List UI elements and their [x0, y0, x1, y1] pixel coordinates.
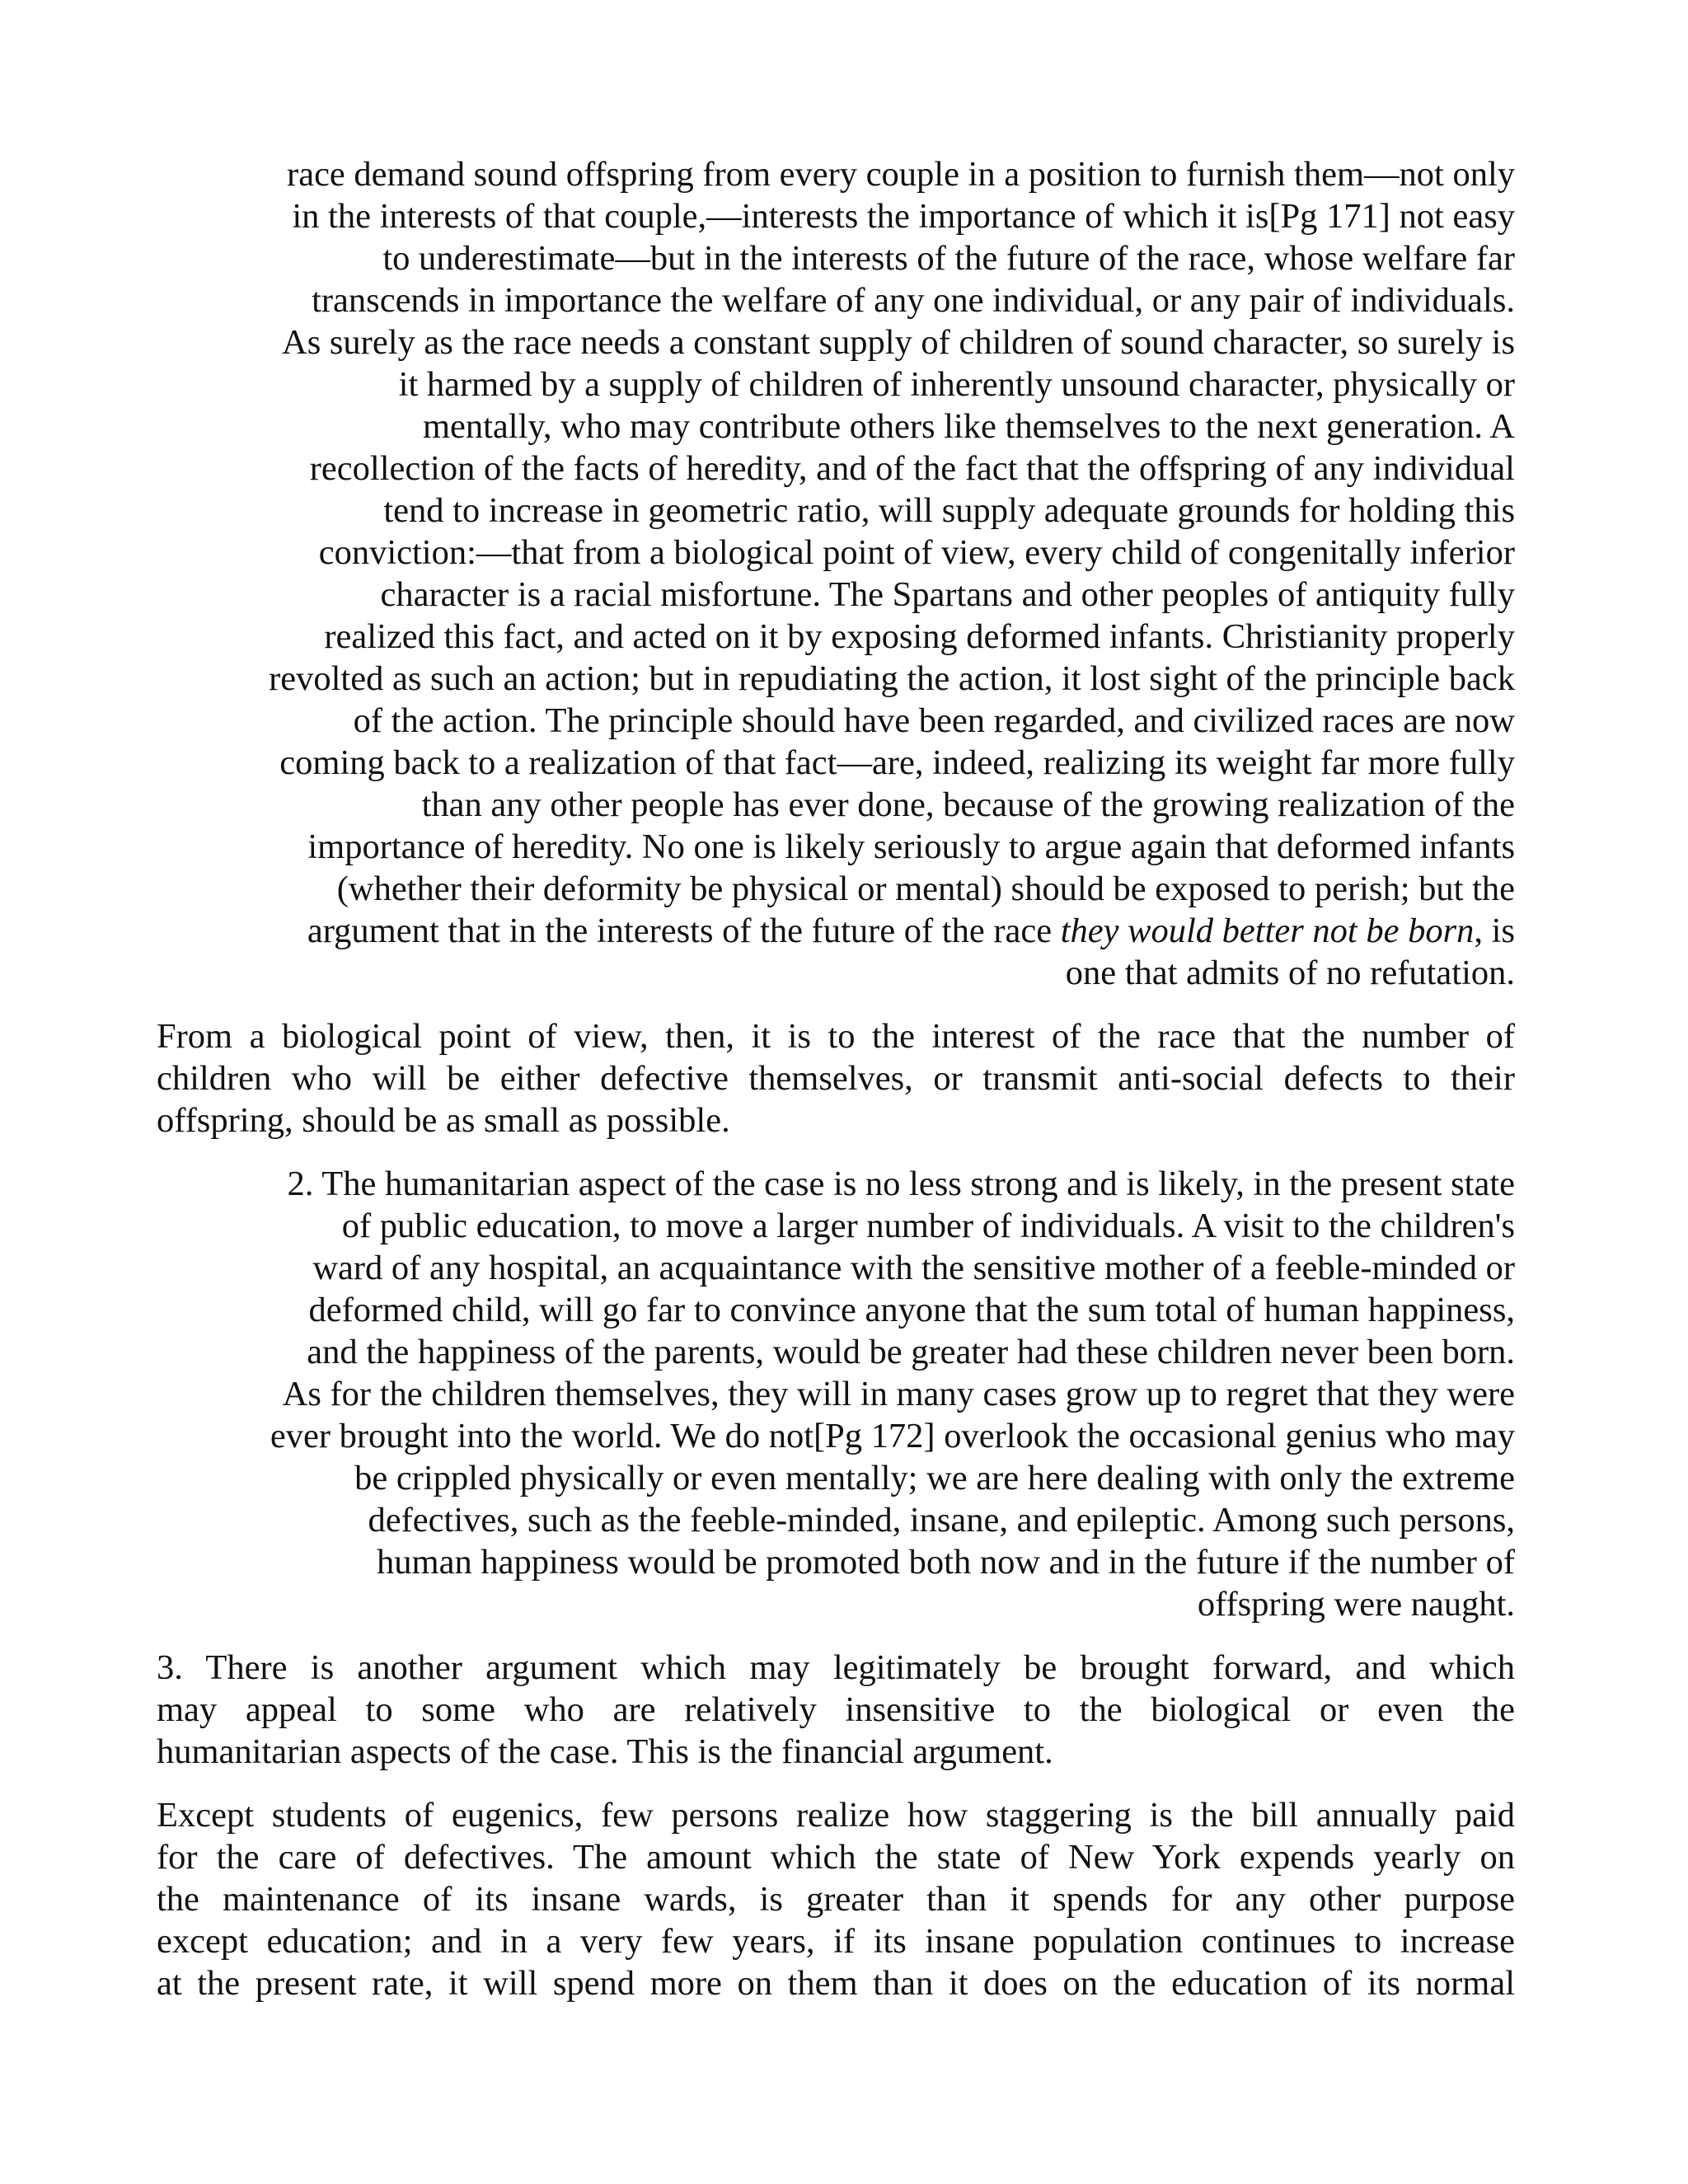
- text-line: As surely as the race needs a constant supply of children of sound character, so surely is: [282, 323, 1515, 362]
- text-line: coming back to a realization of that fact—are, indeed, realizing its weight far more fully: [279, 743, 1515, 782]
- text-line: realized this fact, and acted on it by exposing deformed infants. Christianity properly: [324, 617, 1515, 656]
- text-line: it harmed by a supply of children of inherently unsound character, physically or: [398, 365, 1515, 404]
- text-line: except education; and in a very few years, if its insane population continues to increase: [157, 1922, 1515, 1961]
- text-line: tend to increase in geometric ratio, will supply adequate grounds for holding this: [383, 491, 1515, 530]
- text-line: deformed child, will go far to convince anyone that the sum total of human happiness,: [308, 1291, 1515, 1329]
- text-line: one that admits of no refutation.: [1065, 954, 1515, 992]
- text-line: of the action. The principle should have been regarded, and civilized races are now: [353, 701, 1515, 740]
- text-line: conviction:—that from a biological point of view, every child of congenitally inferior: [318, 533, 1515, 572]
- text-line: mentally, who may contribute others like themselves to the next generation. A: [422, 407, 1515, 446]
- paragraph-humanitarian-argument: [157, 1163, 1515, 1625]
- text-line: human happiness would be promoted both now and in the future if the number of: [377, 1543, 1515, 1582]
- text-line: at the present rate, it will spend more on them than it does on the education of its normal: [157, 1964, 1515, 2003]
- text-line: for the care of defectives. The amount which the state of New York expends yearly on: [157, 1838, 1515, 1877]
- text-line: 3. There is another argument which may legitimately be brought forward, and which: [157, 1648, 1515, 1687]
- text-line: be crippled physically or even mentally; we are here dealing with only the extreme: [354, 1459, 1515, 1497]
- text-span: argument that in the interests of the future of the race: [307, 912, 1061, 950]
- text-line: the maintenance of its insane wards, is greater than it spends for any other purpose: [157, 1880, 1515, 1919]
- paragraph-biological-conclusion: [157, 1015, 1515, 1141]
- text-line: may appeal to some who are relatively insensitive to the biological or even the: [157, 1690, 1515, 1729]
- text-line: offspring were naught.: [1197, 1585, 1515, 1624]
- text-line: (whether their deformity be physical or mental) should be exposed to perish; but the: [336, 869, 1515, 908]
- emphasis-text: they would better not be born: [1060, 912, 1475, 950]
- text-line: Except students of eugenics, few persons realize how staggering is the bill annually paid: [157, 1796, 1515, 1835]
- text-line: children who will be either defective themselves, or transmit anti-social defects to their: [157, 1059, 1515, 1098]
- text-line: 2. The humanitarian aspect of the case is no less strong and is likely, in the present state: [287, 1165, 1515, 1203]
- text-line: ever brought into the world. We do not[Pg 172] overlook the occasional genius who may: [270, 1417, 1515, 1455]
- text-line: revolted as such an action; but in repudiating the action, it lost sight of the principle back: [269, 659, 1515, 698]
- text-line: in the interests of that couple,—interests the importance of which it is[Pg 171] not easy: [292, 197, 1515, 236]
- document-page: [157, 153, 1515, 2026]
- text-line: recollection of the facts of heredity, and of the fact that the offspring of any individual: [309, 449, 1515, 488]
- text-line: humanitarian aspects of the case. This is the financial argument.: [157, 1732, 1053, 1771]
- text-line: character is a racial misfortune. The Spartans and other peoples of antiquity fully: [380, 575, 1515, 614]
- text-span: , is: [1474, 912, 1515, 950]
- text-line: defectives, such as the feeble-minded, insane, and epileptic. Among such persons,: [368, 1501, 1515, 1540]
- paragraph-cost-of-defectives: [157, 1794, 1515, 2004]
- text-line: ward of any hospital, an acquaintance with the sensitive mother of a feeble-minded or: [312, 1249, 1515, 1287]
- text-line-with-emphasis: [157, 910, 1515, 952]
- text-line: As for the children themselves, they will in many cases grow up to regret that they were: [282, 1375, 1515, 1413]
- text-line: and the happiness of the parents, would be greater had these children never been born.: [307, 1333, 1515, 1371]
- paragraph-biological-argument: [157, 153, 1515, 994]
- text-line: than any other people has ever done, because of the growing realization of the: [421, 785, 1515, 824]
- text-line: offspring, should be as small as possible.: [157, 1101, 730, 1140]
- text-line: transcends in importance the welfare of any one individual, or any pair of individuals.: [312, 281, 1515, 320]
- text-line: to underestimate—but in the interests of the future of the race, whose welfare far: [382, 239, 1515, 278]
- text-line: race demand sound offspring from every couple in a position to furnish them—not only: [287, 155, 1515, 194]
- text-line: From a biological point of view, then, it is to the interest of the race that the number of: [157, 1017, 1515, 1056]
- text-line: importance of heredity. No one is likely seriously to argue again that deformed infants: [307, 827, 1515, 866]
- paragraph-financial-argument: [157, 1647, 1515, 1773]
- text-line: of public education, to move a larger number of individuals. A visit to the children's: [341, 1207, 1515, 1245]
